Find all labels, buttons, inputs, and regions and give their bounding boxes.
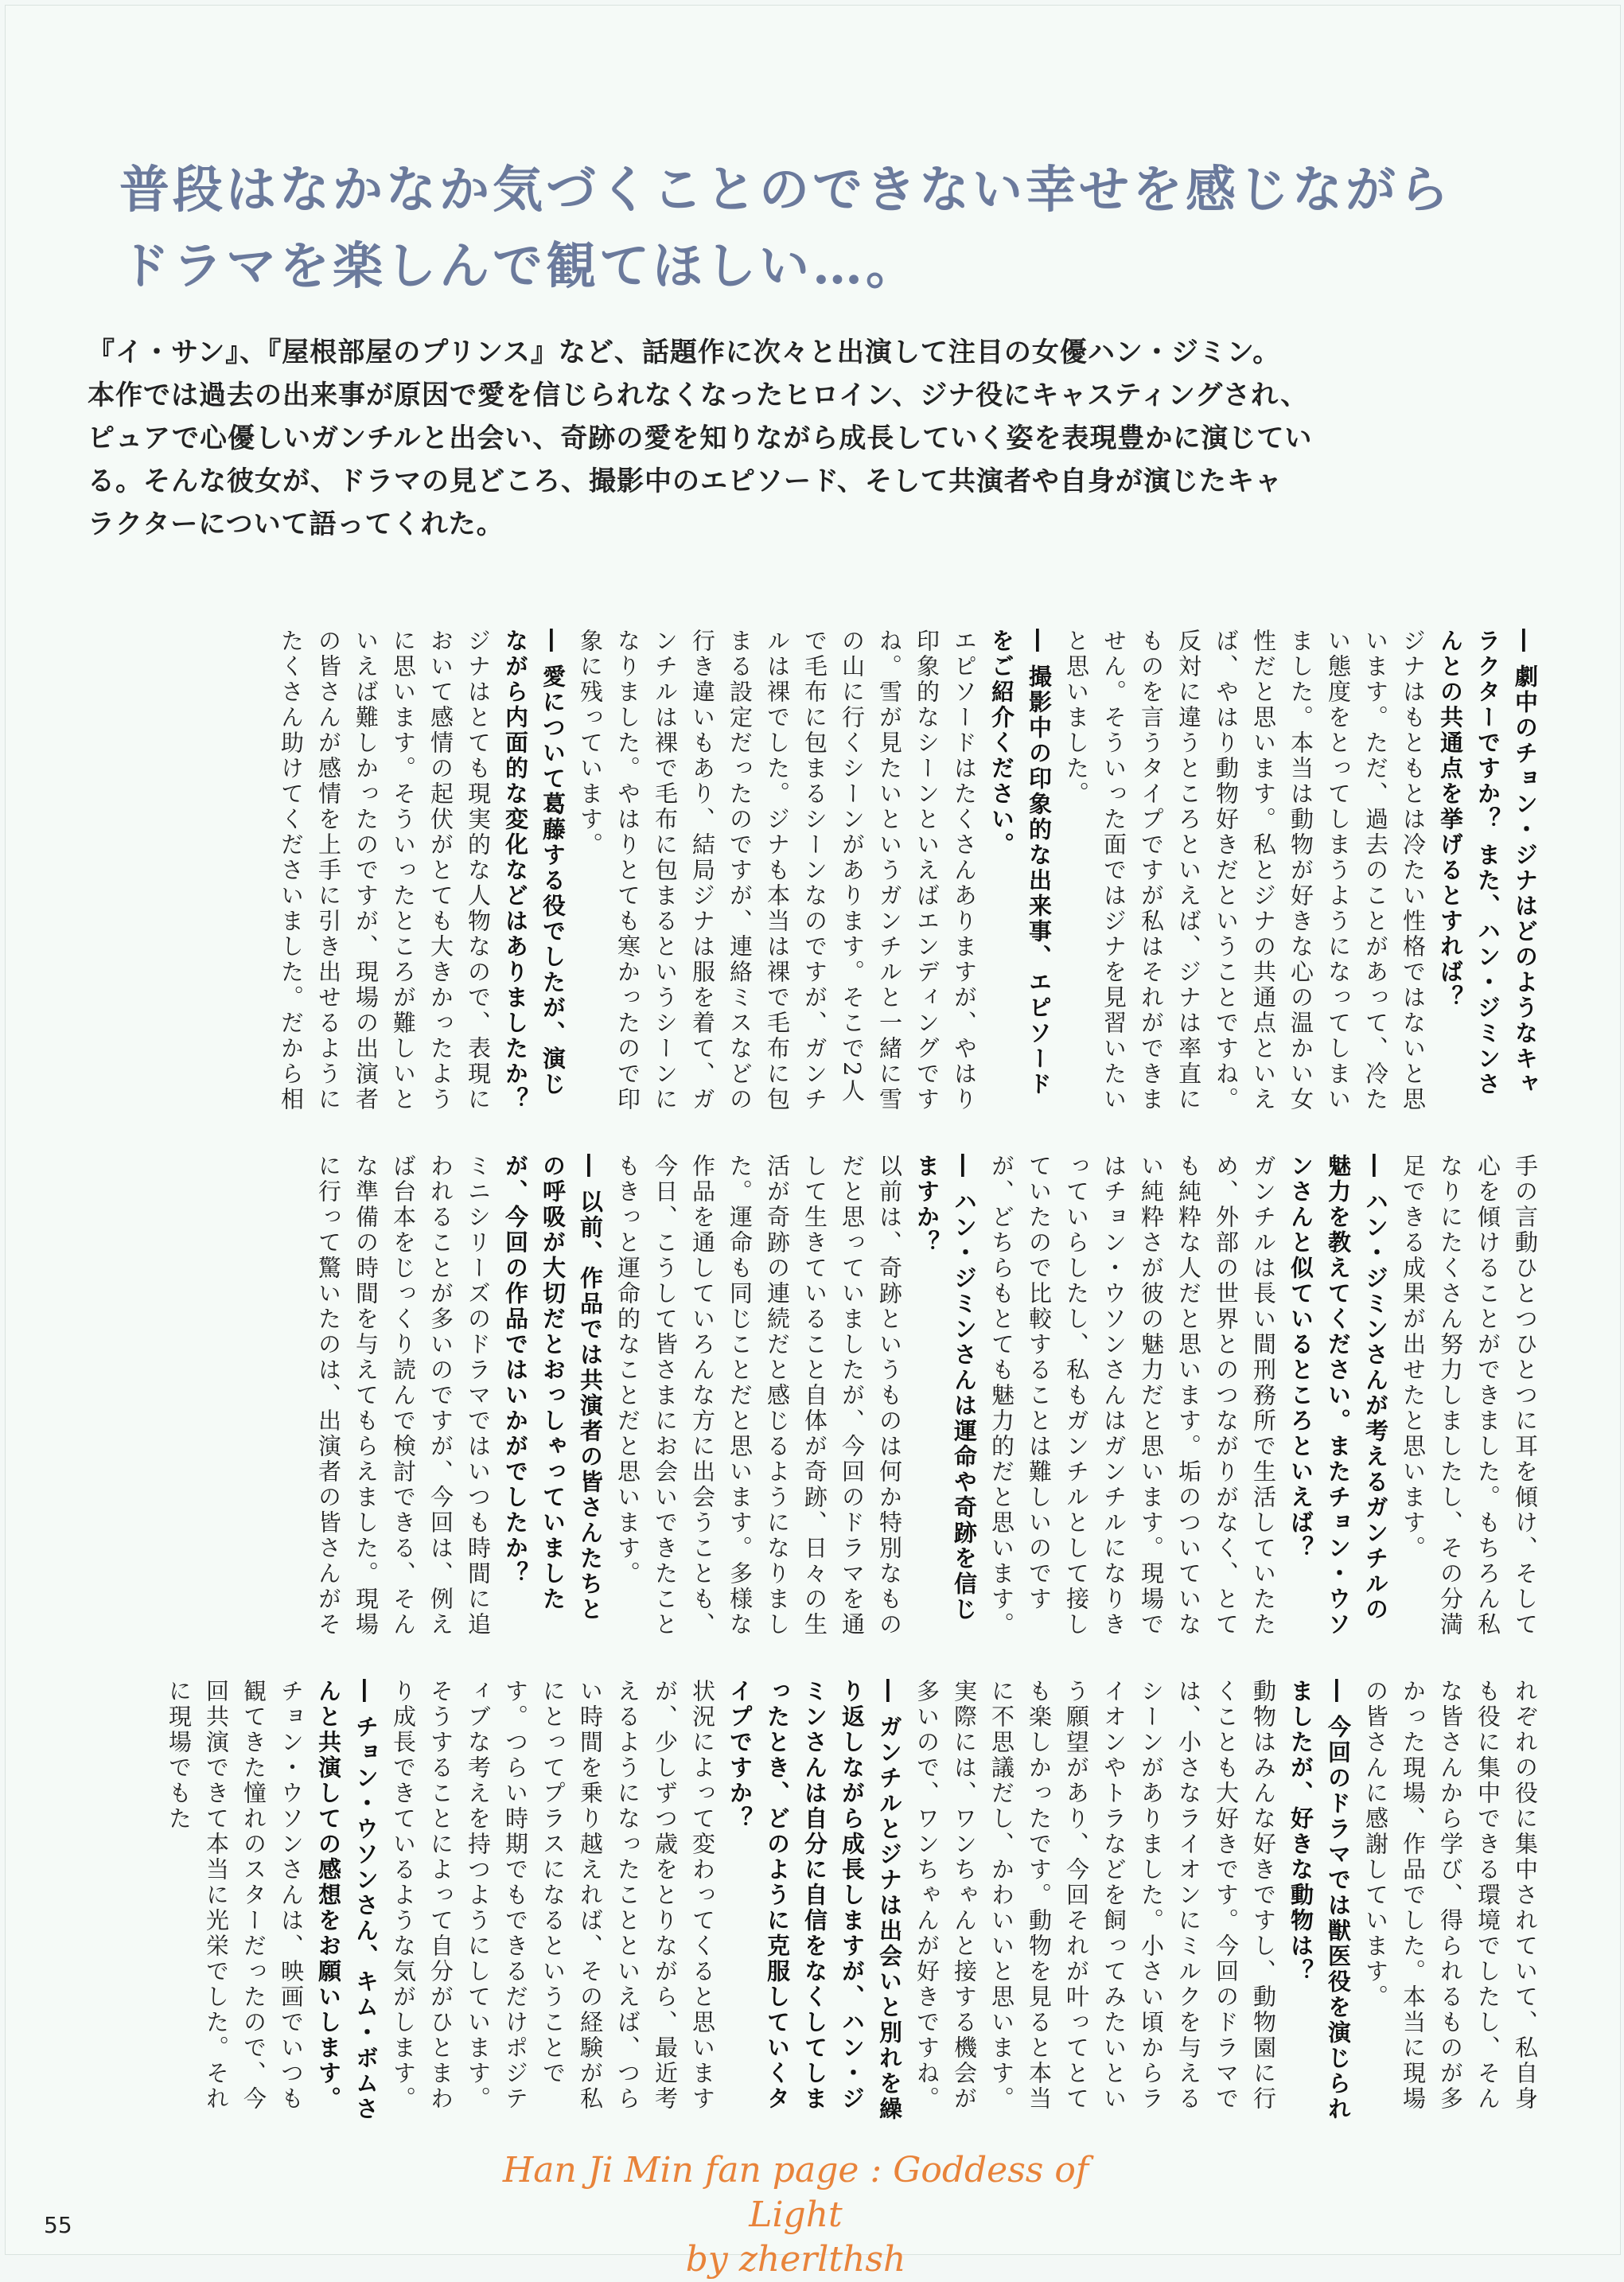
interview-question: ― 撮影中の印象的な出来事、エピソードをご紹介ください。 (988, 629, 1053, 1098)
vertical-text-block (272, 629, 1544, 1114)
interview-question: ― 劇中のチョン・ジナはどのようなキャラクターですか？ また、ハン・ジミンさんとの共通点を挙げるとすれば？ (1437, 629, 1539, 1098)
vertical-text-block (160, 1679, 1544, 2124)
fan-page-watermark (477, 2148, 1114, 2282)
interview-answer: 状況によって変わってくると思いますが、少しずつ歳をとりながら、最近考えるようになったことといえば、つらい時間を乗り越えれば、その経験が私にとってプラスになるということです。つらい時期でもできるだけポジティブな考えを持つようにしています。そうすることによって自分がひとまわり成長できているような気がします。 (390, 1679, 716, 2112)
lead-line: る。そんな彼女が、ドラマの見どころ、撮影中のエピソード、そして共演者や自身が演じたキャ (88, 465, 1283, 497)
lead-line: 本作では過去の出来事が原因で愛を信じられなくなったヒロイン、ジナ役にキャスティングされ、 (88, 380, 1309, 411)
interview-question: ― 今回のドラマでは獣医役を演じられましたが、好きな動物は？ (1287, 1679, 1352, 2123)
vertical-text-block (310, 1154, 1544, 1647)
interview-answer: 動物はみんな好きですし、動物園に行くことも大好きです。今回のドラマでは、小さなライオンにミルクを与えるシーンがありました。小さい頃からライオンやトラなどを飼ってみたいという願望があり、今回それが叶ってとても楽しかったです。動物を見ると本当に不思議だし、かわいいと思います。実際には、ワンちゃんと接する機会が多いので、ワンちゃんが好きですね。 (913, 1679, 1277, 2112)
watermark-line: by zherlthsh (685, 2239, 906, 2280)
interview-question: ― ガンチルとジナは出会いと別れを繰り返しながら成長しますが、ハン・ジミンさんは自分に自信をなくしてしまったとき、どのように克服していくタイプですか？ (726, 1679, 903, 2123)
interview-question: ― 以前、作品では共演者の皆さんたちとの呼吸が大切だとおっしゃっていましたが、今回の作品ではいかがでしたか？ (502, 1154, 604, 1623)
interview-question: ― ハン・ジミンさんは運命や奇跡を信じますか？ (913, 1154, 978, 1623)
interview-question: ― チョン・ウソンさん、キム・ボムさんと共演しての感想をお願いします。 (315, 1679, 380, 2123)
interview-question: ― ハン・ジミンさんが考えるガンチルの魅力を教えてください。またチョン・ウソンさんと似ているところといえば？ (1287, 1154, 1389, 1638)
lead-line: ピュアで心優しいガンチルと出会い、奇跡の愛を知りながら成長していく姿を表現豊かに演じてい (88, 423, 1313, 454)
lead-line: ラクターについて語ってくれた。 (88, 508, 504, 540)
interview-question: ― 愛について葛藤する役でしたが、演じながら内面的な変化などはありましたか？ (502, 629, 567, 1112)
interview-answer: チョン・ウソンさんは、映画でいつも観てきた憧れのスターだったので、今回共演できて本当に光栄でした。それに現場でもた (166, 1679, 305, 2112)
article-tier-top (88, 629, 1544, 1114)
interview-answer: ジナはとても現実的な人物なので、表現において感情の起伏がとても大きかったように思います。そういったところが難しいといえば難しかったのですが、現場の出演者の皆さんが感情を上手に引き出せるようにたくさん助けてくださいました。だから相 (278, 629, 492, 1112)
interview-answer: ガンチルは長い間刑務所で生活していたため、外部の世界とのつながりがなく、とても純粋な人だと思います。垢のついていない純粋さが彼の魅力だと思います。現場ではチョン・ウソンさんはガンチルになりきっていらしたし、私もガンチルとして接していたので比較することは難しいのですが、どちらもとても魅力的だと思います。 (988, 1154, 1277, 1638)
page-number: 55 (44, 2212, 72, 2238)
interview-answer: れぞれの役に集中されていて、私自身も役に集中できる環境でしたし、そんな皆さんから学び、得られるものが多かった現場、作品でした。本当に現場の皆さんに感謝しています。 (1362, 1679, 1539, 2112)
interview-answer: エピソードはたくさんありますが、やはり印象的なシーンといえばエンディングですね。雪が見たいというガンチルと一緒に雪の山に行くシーンがあります。そこで2人で毛布に包まるシーンなのですが、ガンチルは裸でした。ジナも本当は裸で毛布に包まる設定だったのですが、連絡ミスなどの行き違いもあり、結局ジナは服を着て、ガンチルは裸で毛布に包まるというシーンになりました。やはりとても寒かったので印象に残っています。 (577, 629, 978, 1112)
interview-answer: 以前は、奇跡というものは何か特別なものだと思っていましたが、今回のドラマを通して生きていること自体が奇跡、日々の生活が奇跡の連続だと感じるようになりました。運命も同じことだと思います。多様な作品を通していろんな方に出会うことも、今日、こうして皆さまにお会いできたこともきっと運命的なことだと思います。 (614, 1154, 903, 1638)
lead-paragraph (88, 331, 1329, 546)
article-tier-middle (88, 1154, 1544, 1647)
watermark-line: Han Ji Min fan page : Goddess of Light (502, 2150, 1089, 2235)
headline-line: 普段はなかなか気づくことのできない幸せを感じながら (119, 160, 1452, 219)
headline (119, 151, 1452, 304)
headline-line: ドラマを楽しんで観てほしい…。 (119, 236, 919, 295)
interview-answer: 手の言動ひとつひとつに耳を傾け、そして心を傾けることができました。もちろん私なりにたくさん努力しましたし、その分満足できる成果が出せたと思います。 (1400, 1154, 1539, 1638)
article-tier-bottom (88, 1679, 1544, 2124)
lead-line: 『イ・サン』、『屋根部屋のプリンス』など、話題作に次々と出演して注目の女優ハン・ジミン。 (88, 337, 1281, 368)
interview-answer: ジナはもともとは冷たい性格ではないと思います。ただ、過去のことがあって、冷たい態度をとってしまうようになってしまいました。本当は動物が好きな心の温かい女性だと思います。私とジナの共通点といえば、やはり動物好きだということですね。反対に違うところといえば、ジナは率直にものを言うタイプですが私はそれができません。そういった面ではジナを見習いたいと思いました。 (1063, 629, 1427, 1112)
interview-answer: ミニシリーズのドラマではいつも時間に追われることが多いのですが、今回は、例えば台本をじっくり読んで検討できる、そんな準備の時間を与えてもらえました。現場に行って驚いたのは、出演者の皆さんがそ (315, 1154, 492, 1638)
